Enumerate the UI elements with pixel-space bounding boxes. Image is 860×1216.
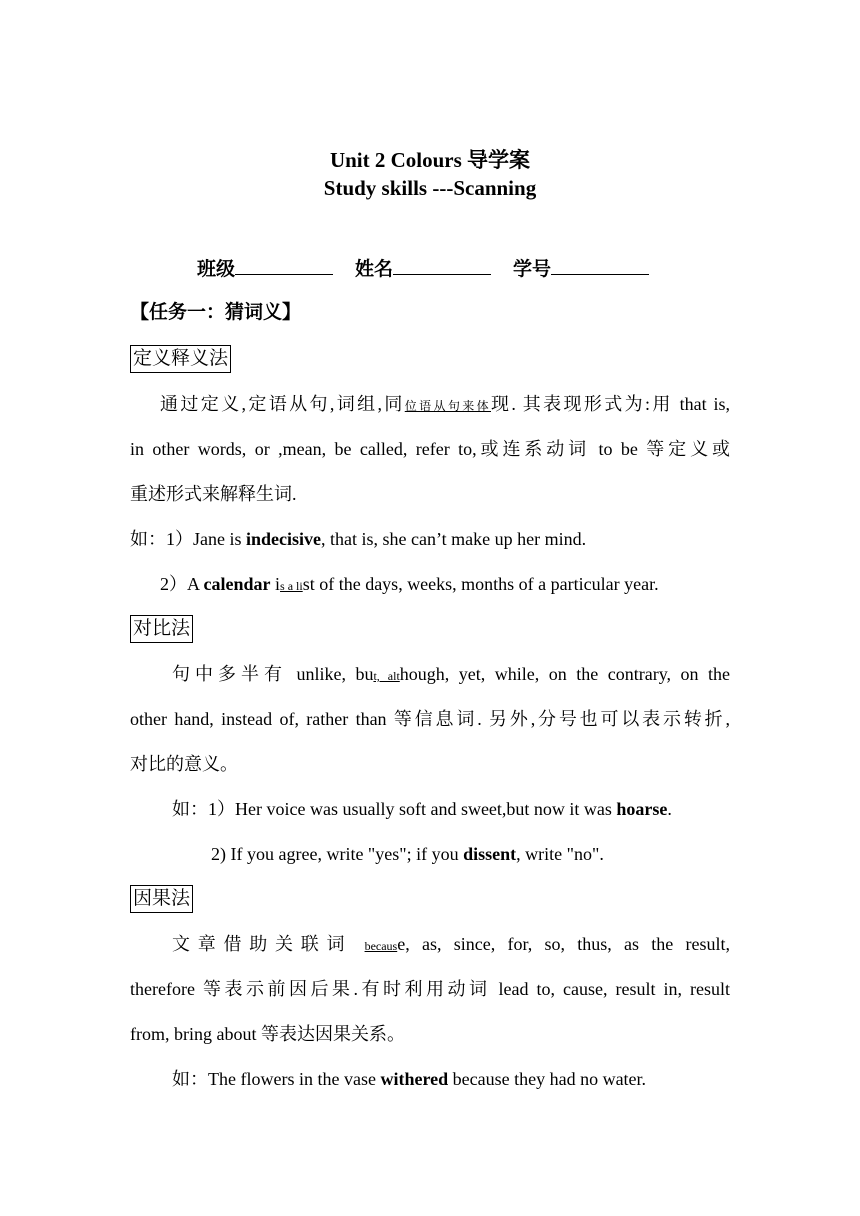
example-text: 如：The flowers in the vase: [172, 1069, 381, 1089]
section3-para-line1: [130, 932, 730, 958]
example-note: s a li: [280, 579, 303, 593]
example-text: i: [270, 574, 281, 594]
example-text: , that is, she can’t make up her mind.: [321, 529, 587, 549]
task1-heading: 【任务一：猜词义】: [130, 302, 302, 323]
section1-note: 位语从句来体: [404, 399, 491, 413]
example-keyword: dissent: [463, 844, 517, 864]
doc-subtitle: Study skills ---Scanning: [323, 176, 537, 200]
section3-para-line3: from, bring about 等表达因果关系。: [130, 1024, 405, 1044]
doc-title: Unit 2 Colours 导学案: [329, 148, 531, 172]
section2-example2: [211, 842, 811, 866]
class-blank[interactable]: [235, 256, 333, 275]
section1-text: 现. 其表现形式为:用 that is,: [491, 394, 730, 414]
name-label: 姓名: [355, 259, 394, 280]
example-text: 2) If you agree, write "yes"; if you: [211, 844, 464, 864]
section-heading-contrast: 对比法: [130, 615, 193, 643]
section1-para-line3: 重述形式来解释生词.: [130, 484, 297, 504]
section2-para-line1: [130, 662, 730, 688]
number-label: 学号: [513, 259, 552, 280]
section2-text: hough, yet, while, on the contrary, on the: [399, 664, 730, 684]
section3-para-line2: therefore 等表示前因后果.有时利用动词 lead to, cause, result in, result: [130, 979, 730, 999]
example-keyword: indecisive: [246, 529, 321, 549]
section2-note: t, alt: [373, 669, 400, 683]
example-text: st of the days, weeks, months of a particular year.: [302, 574, 659, 594]
example-keyword: withered: [380, 1069, 449, 1089]
section3-example1: [172, 1067, 772, 1091]
class-label: 班级: [197, 259, 236, 280]
section-heading-definition: 定义释义法: [130, 345, 231, 373]
section2-para-line2: other hand, instead of, rather than 等信息词. 另外,分号也可以表示转折,: [130, 709, 730, 729]
example-keyword: hoarse: [616, 799, 668, 819]
example-text: , write "no".: [516, 844, 604, 864]
section-heading-cause-effect: 因果法: [130, 885, 193, 913]
section1-para-line1: [130, 392, 730, 418]
name-blank[interactable]: [393, 256, 491, 275]
section1-text: 通过定义,定语从句,词组,同: [160, 394, 405, 414]
section1-para-line2: in other words, or ,mean, be called, refer to,或连系动词 to be 等定义或: [130, 439, 730, 459]
section2-text: 句中多半有 unlike, bu: [172, 664, 374, 684]
section2-example1: [172, 797, 772, 821]
student-info-fields: [197, 256, 649, 282]
section3-text: 文章借助关联词: [172, 934, 365, 954]
section3-note: becaus: [364, 939, 398, 953]
example-text: 2）A: [160, 574, 204, 594]
number-blank[interactable]: [551, 256, 649, 275]
example-text: because they had no water.: [448, 1069, 647, 1089]
example-text: 如：1）Her voice was usually soft and sweet,but now it was: [172, 799, 617, 819]
section2-para-line3: 对比的意义。: [130, 754, 238, 774]
example-text: .: [667, 799, 672, 819]
example-text: 如：1）Jane is: [130, 529, 246, 549]
example-keyword: calendar: [203, 574, 271, 594]
section3-text: e, as, since, for, so, thus, as the result,: [397, 934, 730, 954]
section1-example2: [160, 572, 760, 598]
section1-example1: [130, 527, 730, 551]
